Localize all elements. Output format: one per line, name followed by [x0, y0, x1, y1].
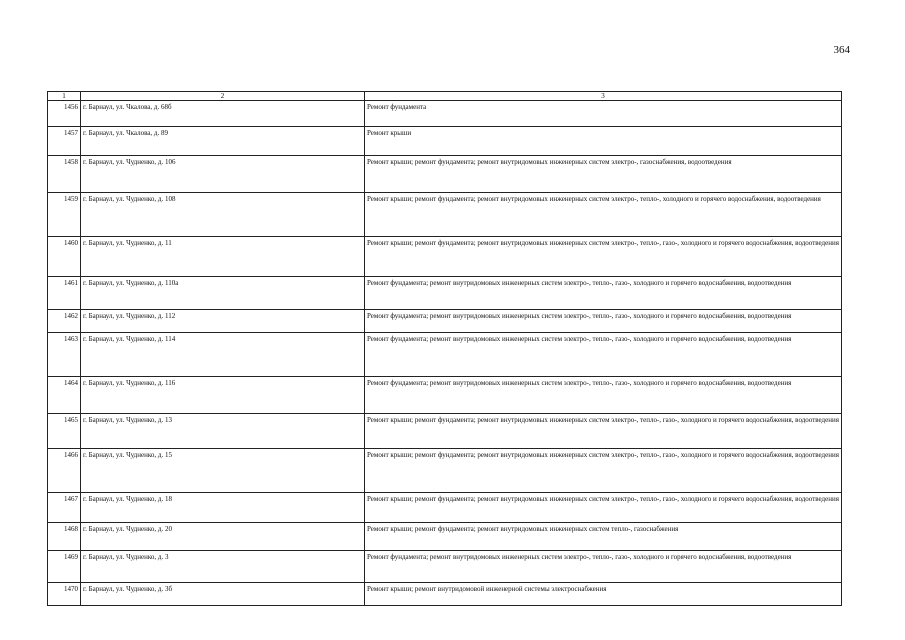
table-row — [48, 333, 842, 377]
row-work: Ремонт крыши; ремонт фундамента; ремонт внутридомовых инженерных систем тепло-, газоснабжения — [365, 523, 842, 551]
row-address: г. Барнаул, ул. Чудненко, д. 114 — [81, 333, 365, 377]
row-number: 1456 — [48, 101, 81, 127]
row-work: Ремонт крыши; ремонт фундамента; ремонт внутридомовых инженерных систем электро-, тепло-, холодного и горячего водоснабжения, водоотведения — [365, 193, 842, 237]
row-number: 1463 — [48, 333, 81, 377]
row-address: г. Барнаул, ул. Чудненко, д. 112 — [81, 310, 365, 333]
row-address: г. Барнаул, ул. Чудненко, д. 116 — [81, 377, 365, 414]
row-work: Ремонт фундамента; ремонт внутридомовых инженерных систем электро-, тепло-, газо-, холодного и горячего водоснабжения, водоотведения — [365, 377, 842, 414]
table-row — [48, 449, 842, 493]
column-header-1: 1 — [48, 92, 81, 101]
row-work: Ремонт крыши; ремонт фундамента; ремонт внутридомовых инженерных систем электро-, тепло-, газо-, холодного и горячего водоснабжения, водоотведения — [365, 414, 842, 449]
table-row — [48, 583, 842, 606]
table-row — [48, 551, 842, 583]
table-header-row — [48, 92, 842, 101]
row-work: Ремонт фундамента — [365, 101, 842, 127]
repair-registry-table — [47, 91, 842, 606]
row-number: 1458 — [48, 156, 81, 193]
row-work: Ремонт крыши — [365, 127, 842, 156]
row-address: г. Барнаул, ул. Чудненко, д. 106 — [81, 156, 365, 193]
table-row — [48, 493, 842, 523]
table-row — [48, 101, 842, 127]
row-address: г. Барнаул, ул. Чудненко, д. 3б — [81, 583, 365, 606]
row-number: 1459 — [48, 193, 81, 237]
table-row — [48, 156, 842, 193]
row-number: 1469 — [48, 551, 81, 583]
row-number: 1464 — [48, 377, 81, 414]
table-row — [48, 310, 842, 333]
table-row — [48, 377, 842, 414]
row-number: 1461 — [48, 277, 81, 310]
row-address: г. Барнаул, ул. Чудненко, д. 3 — [81, 551, 365, 583]
table-row — [48, 193, 842, 237]
row-number: 1465 — [48, 414, 81, 449]
row-number: 1457 — [48, 127, 81, 156]
table-row — [48, 277, 842, 310]
row-number: 1467 — [48, 493, 81, 523]
row-number: 1470 — [48, 583, 81, 606]
row-address: г. Барнаул, ул. Чудненко, д. 110а — [81, 277, 365, 310]
row-work: Ремонт крыши; ремонт фундамента; ремонт внутридомовых инженерных систем электро-, тепло-, газо-, холодного и горячего водоснабжения, водоотведения — [365, 449, 842, 493]
column-header-2: 2 — [81, 92, 365, 101]
table-row — [48, 414, 842, 449]
row-work: Ремонт крыши; ремонт фундамента; ремонт внутридомовых инженерных систем электро-, газоснабжения, водоотведения — [365, 156, 842, 193]
row-work: Ремонт крыши; ремонт внутридомовой инженерной системы электроснабжения — [365, 583, 842, 606]
table-row — [48, 523, 842, 551]
page-number: 364 — [833, 44, 850, 56]
row-work: Ремонт фундамента; ремонт внутридомовых инженерных систем электро-, тепло-, газо-, холодного и горячего водоснабжения, водоотведения — [365, 277, 842, 310]
row-address: г. Барнаул, ул. Чудненко, д. 18 — [81, 493, 365, 523]
row-address: г. Барнаул, ул. Чудненко, д. 15 — [81, 449, 365, 493]
row-number: 1466 — [48, 449, 81, 493]
row-address: г. Барнаул, ул. Чкалова, д. 68б — [81, 101, 365, 127]
row-work: Ремонт фундамента; ремонт внутридомовых инженерных систем электро-, тепло-, газо-, холодного и горячего водоснабжения, водоотведения — [365, 310, 842, 333]
row-work: Ремонт крыши; ремонт фундамента; ремонт внутридомовых инженерных систем электро-, тепло-, газо-, холодного и горячего водоснабжения, водоотведения — [365, 493, 842, 523]
table-row — [48, 127, 842, 156]
row-work: Ремонт фундамента; ремонт внутридомовых инженерных систем электро-, тепло-, газо-, холодного и горячего водоснабжения, водоотведения — [365, 551, 842, 583]
table-row — [48, 237, 842, 277]
row-number: 1460 — [48, 237, 81, 277]
row-number: 1468 — [48, 523, 81, 551]
row-number: 1462 — [48, 310, 81, 333]
column-header-3: 3 — [365, 92, 842, 101]
row-address: г. Барнаул, ул. Чкалова, д. 89 — [81, 127, 365, 156]
row-address: г. Барнаул, ул. Чудненко, д. 20 — [81, 523, 365, 551]
row-work: Ремонт фундамента; ремонт внутридомовых инженерных систем электро-, тепло-, газо-, холодного и горячего водоснабжения, водоотведения — [365, 333, 842, 377]
row-address: г. Барнаул, ул. Чудненко, д. 11 — [81, 237, 365, 277]
row-work: Ремонт крыши; ремонт фундамента; ремонт внутридомовых инженерных систем электро-, тепло-, газо-, холодного и горячего водоснабжения, водоотведения — [365, 237, 842, 277]
row-address: г. Барнаул, ул. Чудненко, д. 13 — [81, 414, 365, 449]
row-address: г. Барнаул, ул. Чудненко, д. 108 — [81, 193, 365, 237]
